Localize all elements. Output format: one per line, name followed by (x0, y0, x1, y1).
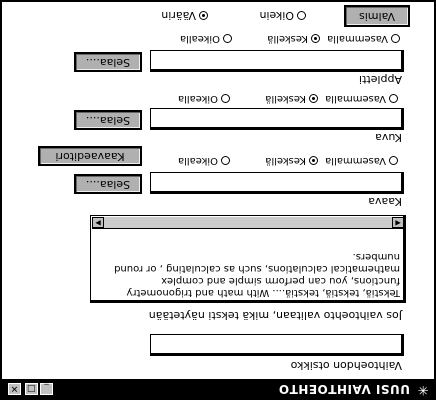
applet-input[interactable] (150, 50, 404, 72)
option-text-label: Jos vaihtoehto valitaan, mikä teksti näytetään (148, 309, 402, 322)
horizontal-scrollbar[interactable] (92, 217, 404, 229)
image-input[interactable] (150, 108, 404, 130)
option-title-input[interactable] (150, 334, 404, 356)
image-label: Kuva (375, 131, 402, 144)
title-bar[interactable] (2, 379, 434, 398)
radio-selected-icon (309, 94, 318, 103)
formula-label: Kaava (368, 195, 402, 208)
radio-icon (221, 156, 230, 165)
formula-align-center[interactable]: Keskellä (265, 155, 318, 166)
radio-selected-icon (311, 34, 320, 43)
maximize-button[interactable]: □ (25, 383, 38, 395)
formula-browse-button[interactable]: Selaa.... (74, 174, 142, 194)
window-title: UUSI VAIHTOEHTO (278, 382, 410, 396)
radio-icon (391, 34, 400, 43)
image-alignment-group (158, 90, 398, 104)
option-text-area[interactable] (90, 215, 406, 303)
applet-align-right[interactable]: Oikealla (180, 33, 232, 44)
radio-icon (389, 94, 398, 103)
applet-label: Appletti (359, 73, 402, 86)
radio-selected-icon (309, 156, 318, 165)
formula-align-right[interactable]: Oikealla (178, 155, 230, 166)
answer-correct-radio[interactable]: Oikein (260, 9, 307, 22)
radio-icon (297, 11, 306, 20)
applet-align-center[interactable]: Keskellä (267, 33, 320, 44)
minimize-button[interactable]: _ (40, 383, 53, 395)
image-align-left[interactable]: Vasemmalla (325, 93, 398, 104)
arrow-left-icon[interactable]: ◀ (392, 217, 404, 228)
sparkle-icon: ✳ (417, 382, 429, 397)
formula-alignment-group (158, 152, 398, 166)
close-button[interactable]: ✕ (8, 383, 21, 395)
image-align-center[interactable]: Keskellä (265, 93, 318, 104)
ready-button[interactable]: Valmis (344, 5, 410, 27)
applet-align-left[interactable]: Vasemmalla (327, 33, 400, 44)
radio-icon (221, 94, 230, 103)
arrow-right-icon[interactable]: ▶ (92, 217, 104, 228)
answer-wrong-radio[interactable]: Väärin (161, 9, 208, 22)
answer-group (66, 8, 306, 22)
radio-icon (389, 156, 398, 165)
radio-selected-icon (199, 11, 208, 20)
radio-icon (223, 34, 232, 43)
image-browse-button[interactable]: Selaa.... (74, 110, 142, 130)
option-text-value: Tekstiä, tekstiä, tekstiä.... With math and trigonometry functions, you can perform simple and complex mathematical calculations, such as calculating , or round numbers. (114, 251, 400, 298)
image-align-right[interactable]: Oikealla (178, 93, 230, 104)
formula-editor-button[interactable]: Kaavaeditori (38, 146, 142, 166)
formula-input[interactable] (150, 172, 404, 194)
applet-alignment-group (160, 30, 400, 44)
option-title-label: Vaihtoehdon otsikko (290, 359, 402, 372)
applet-browse-button[interactable]: Selaa.... (74, 52, 142, 72)
formula-align-left[interactable]: Vasemmalla (325, 155, 398, 166)
